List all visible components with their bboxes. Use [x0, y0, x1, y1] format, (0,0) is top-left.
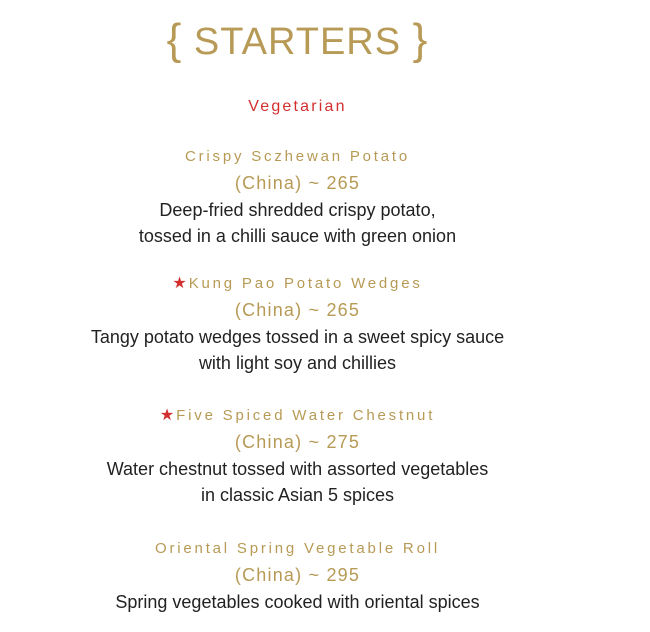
item-name	[0, 144, 595, 170]
menu-item	[0, 536, 595, 615]
menu-item	[0, 403, 595, 508]
close-brace: }	[412, 15, 429, 64]
item-description-line: in classic Asian 5 spices	[200, 485, 395, 505]
item-description-line: Spring vegetables cooked with oriental spices	[115, 592, 480, 612]
item-price: (China) ~ 265	[234, 300, 361, 320]
menu-item	[0, 144, 595, 249]
item-price: (China) ~ 295	[234, 565, 361, 585]
item-description-line: Deep-fried shredded crispy potato,	[159, 200, 436, 220]
item-description	[0, 324, 595, 376]
item-name	[0, 403, 595, 429]
item-name	[0, 271, 595, 297]
item-description	[0, 589, 595, 615]
section-title: STARTERS	[193, 21, 402, 63]
item-description	[0, 197, 595, 249]
item-description-line: with light soy and chillies	[198, 353, 397, 373]
item-name-text: Kung Pao Potato Wedges	[188, 275, 423, 292]
item-name-text: Oriental Spring Vegetable Roll	[155, 540, 440, 557]
menu-item	[0, 271, 595, 376]
star-icon: ★	[172, 275, 187, 292]
item-description-line: Tangy potato wedges tossed in a sweet spicy sauce	[90, 327, 505, 347]
item-name-text: Five Spiced Water Chestnut	[176, 407, 436, 424]
category-heading: Vegetarian	[248, 98, 347, 115]
item-price: (China) ~ 275	[234, 432, 361, 452]
section-header	[0, 12, 595, 70]
item-description-line: tossed in a chilli sauce with green onion	[138, 226, 457, 246]
item-description-line: Water chestnut tossed with assorted vegetables	[106, 459, 489, 479]
item-name	[0, 536, 595, 562]
open-brace: {	[166, 15, 183, 64]
star-icon: ★	[159, 407, 175, 424]
item-description	[0, 456, 595, 508]
item-name-text: Crispy Sczhewan Potato	[184, 148, 410, 165]
item-price: (China) ~ 265	[234, 173, 361, 193]
